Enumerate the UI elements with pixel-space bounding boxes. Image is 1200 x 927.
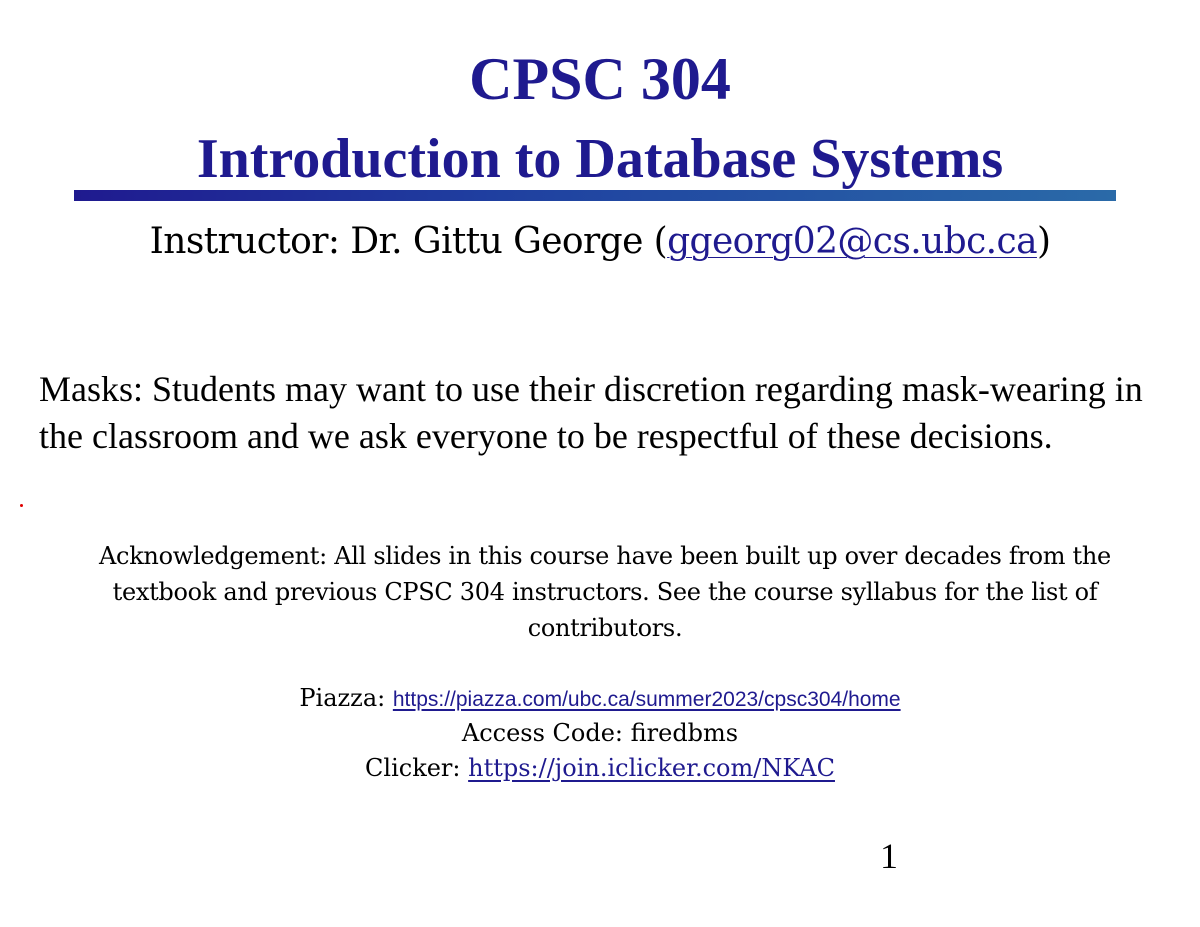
access-code-text: Access Code: firedbms bbox=[461, 719, 739, 747]
piazza-label: Piazza: bbox=[299, 684, 393, 712]
slide-title-course-code: CPSC 304 bbox=[469, 46, 731, 112]
red-dot-marker bbox=[20, 504, 23, 507]
piazza-link[interactable]: https://piazza.com/ubc.ca/summer2023/cpsc304/home bbox=[392, 688, 901, 711]
instructor-suffix: ) bbox=[1036, 221, 1051, 262]
title-underline-rule bbox=[74, 190, 1116, 201]
instructor-email-link[interactable]: ggeorg02@cs.ubc.ca bbox=[667, 221, 1037, 262]
instructor-line bbox=[0, 219, 1200, 265]
page-number: 1 bbox=[880, 836, 898, 876]
acknowledgement-text: Acknowledgement: All slides in this course have been built up over decades from the textbook and previous CPSC 304 instructors. See the course syllabus for the list of contributors. bbox=[99, 542, 1111, 642]
clicker-link[interactable]: https://join.iclicker.com/NKAC bbox=[468, 754, 835, 782]
clicker-label: Clicker: bbox=[365, 754, 469, 782]
clicker-line bbox=[0, 750, 1200, 786]
instructor-label: Instructor: Dr. Gittu George ( bbox=[149, 221, 668, 262]
piazza-line bbox=[0, 680, 1200, 718]
masks-notice: Masks: Students may want to use their discretion regarding mask-wearing in the classroom and we ask everyone to be respectful of these decisions. bbox=[39, 369, 1143, 456]
slide-title-course-name: Introduction to Database Systems bbox=[196, 128, 1004, 190]
